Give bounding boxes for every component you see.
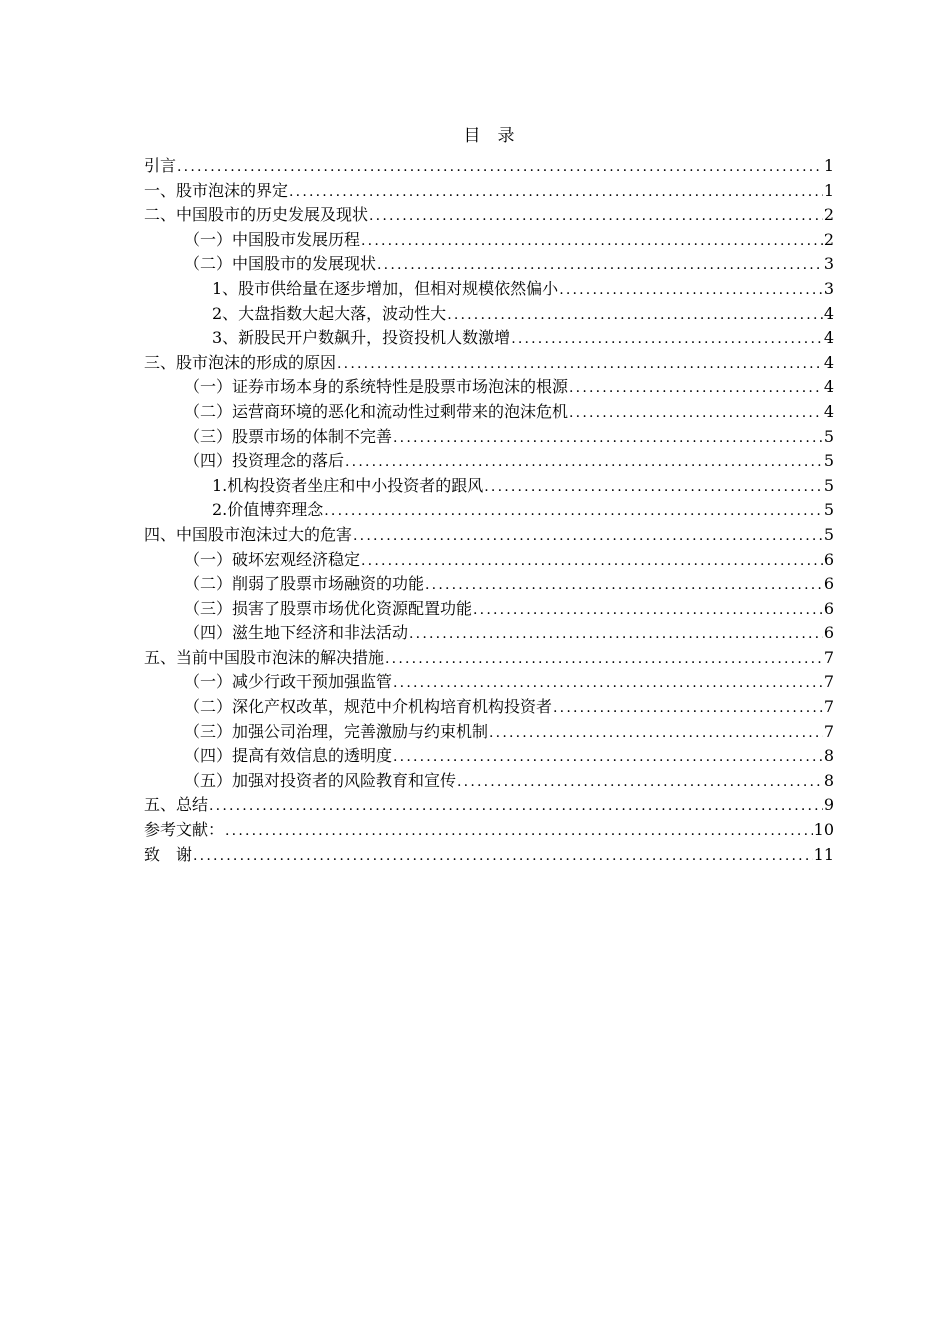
toc-entry-text: （二）运营商环境的恶化和流动性过剩带来的泡沫危机 <box>184 401 569 421</box>
toc-entry <box>144 793 834 818</box>
toc-entry-page: 4 <box>823 328 834 348</box>
toc-entry <box>144 818 834 843</box>
toc-entry-text: （二）削弱了股票市场融资的功能 <box>184 574 425 594</box>
toc-entry <box>144 252 834 277</box>
toc-entry <box>144 228 834 253</box>
toc-entry-text: （一）证券市场本身的系统特性是股票市场泡沫的根源 <box>184 377 569 397</box>
toc-leader-dots <box>209 794 823 818</box>
toc-entry-text: 四、中国股市泡沫过大的危害 <box>144 524 353 544</box>
toc-entry-text: （三）损害了股票市场优化资源配置功能 <box>184 598 473 618</box>
toc-title: 目 录 <box>463 126 515 146</box>
toc-entry <box>144 646 834 671</box>
toc-entry-text: 三、股市泡沫的形成的原因 <box>144 352 337 372</box>
toc-entry-page: 2 <box>823 205 834 225</box>
toc-entry-page: 4 <box>823 303 834 323</box>
toc-entry <box>144 621 834 646</box>
toc-leader-dots <box>447 303 823 327</box>
toc-entry <box>144 523 834 548</box>
toc-entry-page: 8 <box>823 746 834 766</box>
toc-entry-page: 6 <box>823 574 834 594</box>
toc-entry-page: 5 <box>823 426 834 446</box>
toc-entry-page: 1 <box>823 180 834 200</box>
toc-entry-page: 4 <box>823 377 834 397</box>
toc-leader-dots <box>193 844 813 868</box>
toc-entry <box>144 670 834 695</box>
toc-leader-dots <box>289 180 823 204</box>
toc-entry <box>144 843 834 868</box>
toc-entry-page: 3 <box>823 278 834 298</box>
toc-entry-text: （三）股票市场的体制不完善 <box>184 426 393 446</box>
toc-leader-dots <box>225 819 813 843</box>
toc-entry <box>144 302 834 327</box>
toc-leader-dots <box>393 671 823 695</box>
toc-entry <box>144 203 834 228</box>
toc-entry-text: （一）减少行政干预加强监管 <box>184 672 393 692</box>
toc-entry-page: 6 <box>823 598 834 618</box>
toc-leader-dots <box>425 573 823 597</box>
toc-leader-dots <box>553 696 823 720</box>
toc-entry-text: （四）投资理念的落后 <box>184 451 345 471</box>
toc-entry-page: 9 <box>823 795 834 815</box>
toc-entry-page: 5 <box>823 500 834 520</box>
toc-entry-page: 7 <box>823 721 834 741</box>
toc-entry-text: （三）加强公司治理，完善激励与约束机制 <box>184 721 489 741</box>
toc-entry-page: 6 <box>823 549 834 569</box>
toc-entry-text: （四）滋生地下经济和非法活动 <box>184 623 409 643</box>
toc-entry-text: 1、股市供给量在逐步增加，但相对规模依然偏小 <box>212 278 559 298</box>
toc-entry-text: （二）深化产权改革，规范中介机构培育机构投资者 <box>184 697 553 717</box>
toc-entry-page: 5 <box>823 524 834 544</box>
toc-leader-dots <box>361 229 823 253</box>
toc-entry-page: 4 <box>823 352 834 372</box>
toc-entry <box>144 449 834 474</box>
toc-entry-page: 2 <box>823 229 834 249</box>
toc-entry-page: 8 <box>823 770 834 790</box>
toc-entry-page: 6 <box>823 623 834 643</box>
toc-leader-dots <box>393 426 823 450</box>
toc-entry-page: 5 <box>823 475 834 495</box>
toc-entry <box>144 548 834 573</box>
toc-leader-dots <box>409 622 823 646</box>
toc-entry <box>144 498 834 523</box>
toc-leader-dots <box>473 598 823 622</box>
toc-leader-dots <box>177 155 823 179</box>
toc-entry-text: 一、股市泡沫的界定 <box>144 180 289 200</box>
toc-entry <box>144 351 834 376</box>
toc-entry-text: 致 谢 <box>144 844 193 864</box>
toc-entry <box>144 277 834 302</box>
toc-entry <box>144 572 834 597</box>
toc-leader-dots <box>337 352 823 376</box>
toc-leader-dots <box>457 770 823 794</box>
toc-entry-text: （四）提高有效信息的透明度 <box>184 746 393 766</box>
toc-entry <box>144 179 834 204</box>
toc-entry <box>144 769 834 794</box>
toc-leader-dots <box>361 549 823 573</box>
toc-entry-page: 10 <box>813 820 834 840</box>
toc-leader-dots <box>353 524 823 548</box>
toc-list <box>144 154 834 867</box>
toc-entry <box>144 154 834 179</box>
toc-entry-page: 1 <box>823 156 834 175</box>
toc-entry-text: （一）中国股市发展历程 <box>184 229 361 249</box>
toc-leader-dots <box>345 450 823 474</box>
toc-leader-dots <box>489 721 823 745</box>
toc-entry-text: 2.价值博弈理念 <box>212 500 324 520</box>
toc-entry-text: 五、总结 <box>144 795 209 815</box>
toc-leader-dots <box>324 499 823 523</box>
toc-entry-page: 7 <box>823 697 834 717</box>
toc-entry <box>144 744 834 769</box>
toc-entry <box>144 597 834 622</box>
toc-entry-text: （一）破坏宏观经济稳定 <box>184 549 361 569</box>
toc-leader-dots <box>569 401 823 425</box>
toc-entry-page: 11 <box>813 844 834 864</box>
toc-leader-dots <box>484 475 823 499</box>
toc-leader-dots <box>385 647 823 671</box>
toc-entry-text: 2、大盘指数大起大落，波动性大 <box>212 303 447 323</box>
toc-leader-dots <box>511 327 823 351</box>
toc-entry-text: 1.机构投资者坐庄和中小投资者的跟风 <box>212 475 484 495</box>
toc-leader-dots <box>569 376 823 400</box>
toc-leader-dots <box>393 745 823 769</box>
toc-entry-page: 7 <box>823 647 834 667</box>
toc-entry <box>144 474 834 499</box>
toc-entry <box>144 695 834 720</box>
toc-entry <box>144 375 834 400</box>
toc-leader-dots <box>377 253 823 277</box>
toc-entry <box>144 425 834 450</box>
toc-leader-dots <box>559 278 823 302</box>
toc-entry-page: 3 <box>823 254 834 274</box>
toc-entry <box>144 400 834 425</box>
toc-entry <box>144 326 834 351</box>
toc-entry-text: （二）中国股市的发展现状 <box>184 254 377 274</box>
toc-entry-page: 4 <box>823 401 834 421</box>
toc-entry-text: 五、当前中国股市泡沫的解决措施 <box>144 647 385 667</box>
toc-entry-text: 引言 <box>144 156 177 175</box>
toc-entry-page: 5 <box>823 451 834 471</box>
toc-entry-page: 7 <box>823 672 834 692</box>
toc-entry-text: 参考文献： <box>144 820 225 840</box>
toc-entry-text: （五）加强对投资者的风险教育和宣传 <box>184 770 457 790</box>
toc-leader-dots <box>369 204 823 228</box>
toc-entry-text: 二、中国股市的历史发展及现状 <box>144 205 369 225</box>
toc-entry <box>144 720 834 745</box>
toc-entry-text: 3、新股民开户数飙升，投资投机人数激增 <box>212 328 511 348</box>
